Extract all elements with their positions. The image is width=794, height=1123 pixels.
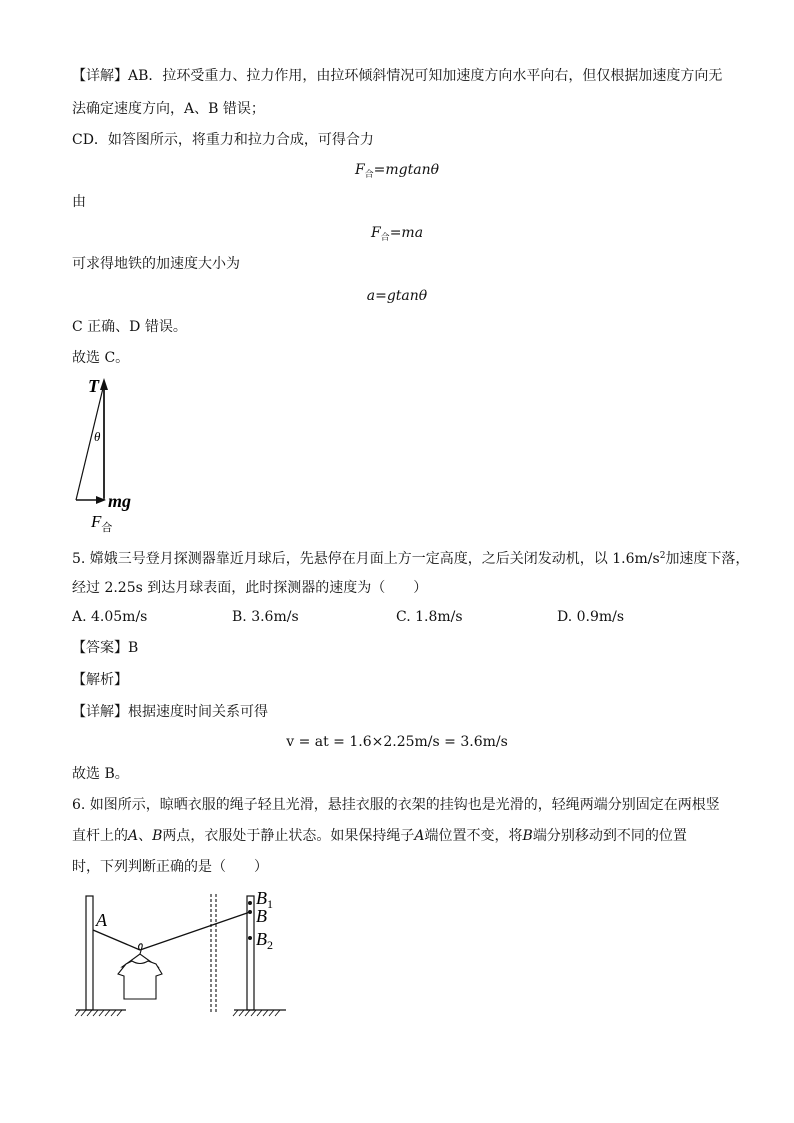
answer-line [72, 638, 138, 658]
q6-l2-A2: A [414, 828, 425, 844]
q5-line2: 经过 2.25s 到达月球表面，此时探测器的速度为（ ） [72, 580, 428, 596]
label-b1-main: B [256, 888, 267, 908]
equation-2 [0, 223, 794, 248]
answer-tag: 【答案】 [72, 640, 128, 656]
label-b1-sub: 1 [267, 897, 273, 911]
q6-l2-d: 端位置不变，将 [424, 828, 523, 844]
option-c: C. 1.8m/s [396, 609, 463, 625]
paragraph-accel: 可求得地铁的加速度大小为 [72, 256, 240, 272]
force-diagram [60, 370, 160, 535]
paragraph-ab-line2: 法确定速度方向，A、B 错误； [72, 101, 265, 117]
answer-value: B [128, 640, 139, 656]
label-b2-main: B [256, 929, 267, 949]
word-you: 由 [72, 194, 86, 210]
eq1-sub: 合 [364, 170, 374, 180]
q6-l2-B: B [152, 828, 163, 844]
paragraph-ab [72, 66, 722, 86]
detail-line [72, 702, 268, 722]
q6-line1: 6. 如图所示，晾晒衣服的绳子轻且光滑，悬挂衣服的衣架的挂钩也是光滑的，轻绳两端分别固定在两根竖 [72, 797, 720, 813]
q6-l2-e: 端分别移动到不同的位置 [532, 828, 687, 844]
rope-right [140, 912, 250, 950]
clothesline-diagram [70, 886, 290, 1021]
paragraph-cd: CD．如答图所示，将重力和拉力合成，可得合力 [72, 132, 374, 148]
eq4-text: v = at = 1.6×2.25m/s = 3.6m/s [286, 734, 508, 750]
eq2-f: F [370, 225, 381, 241]
eq2-rhs: =ma [389, 225, 424, 241]
detail-tag: 【详解】 [72, 68, 128, 84]
paragraph-ab-text-1: AB．拉环受重力、拉力作用，由拉环倾斜情况可知加速度方向水平向右，但仅根据加速度方向无 [128, 68, 723, 84]
paragraph-choose-b: 故选 B。 [72, 766, 129, 782]
label-b2 [256, 929, 273, 952]
label-f-main: F [91, 512, 102, 531]
q6-l2-b: 、 [138, 828, 153, 844]
option-b: B. 3.6m/s [232, 609, 299, 625]
q5-line1 [72, 546, 749, 569]
option-d: D. 0.9m/s [557, 609, 625, 625]
equation-4 [0, 732, 794, 752]
point-b1 [248, 901, 252, 905]
eq3-text: a=gtanθ [366, 288, 428, 304]
label-b: B [256, 906, 267, 926]
q6-line3: 时，下列判断正确的是（ ） [72, 859, 268, 875]
q6-l2-a: 直杆上的 [72, 828, 128, 844]
label-theta: θ [94, 429, 101, 444]
paragraph-c-correct: C 正确、D 错误。 [72, 319, 187, 335]
detail-tag-2: 【详解】 [72, 704, 128, 720]
q6-l2-c: 两点，衣服处于静止状态。如果保持绳子 [162, 828, 415, 844]
point-b [248, 910, 252, 914]
eq2-sub: 合 [380, 233, 390, 243]
q5-sup: 2 [659, 551, 666, 561]
q5-text: 5. 嫦娥三号登月探测器靠近月球后，先悬停在月面上方一定高度，之后关闭发动机，以 1.6m/s [72, 551, 660, 567]
detail-text: 根据速度时间关系可得 [128, 704, 268, 720]
eq1-f: F [354, 162, 365, 178]
label-f-sub: 合 [101, 522, 113, 534]
equation-1 [0, 160, 794, 185]
q5-text-tail: 加速度下落， [665, 551, 750, 567]
label-b2-sub: 2 [267, 938, 273, 952]
q6-l2-A: A [128, 828, 139, 844]
label-t: T [88, 376, 99, 396]
option-a: A. 4.05m/s [72, 609, 148, 625]
analysis-tag: 【解析】 [72, 672, 128, 688]
eq1-rhs: =mgtanθ [373, 162, 440, 178]
shirt [118, 961, 162, 999]
q6-l2-B2: B [522, 828, 533, 844]
rope-left [93, 930, 140, 950]
label-a: A [96, 910, 107, 930]
label-f [90, 512, 112, 534]
equation-3 [0, 286, 794, 306]
q6-line2 [72, 826, 687, 846]
point-b2 [248, 936, 252, 940]
hanger-hook [139, 944, 143, 954]
label-mg: mg [108, 491, 132, 511]
paragraph-choose-c: 故选 C。 [72, 350, 130, 366]
